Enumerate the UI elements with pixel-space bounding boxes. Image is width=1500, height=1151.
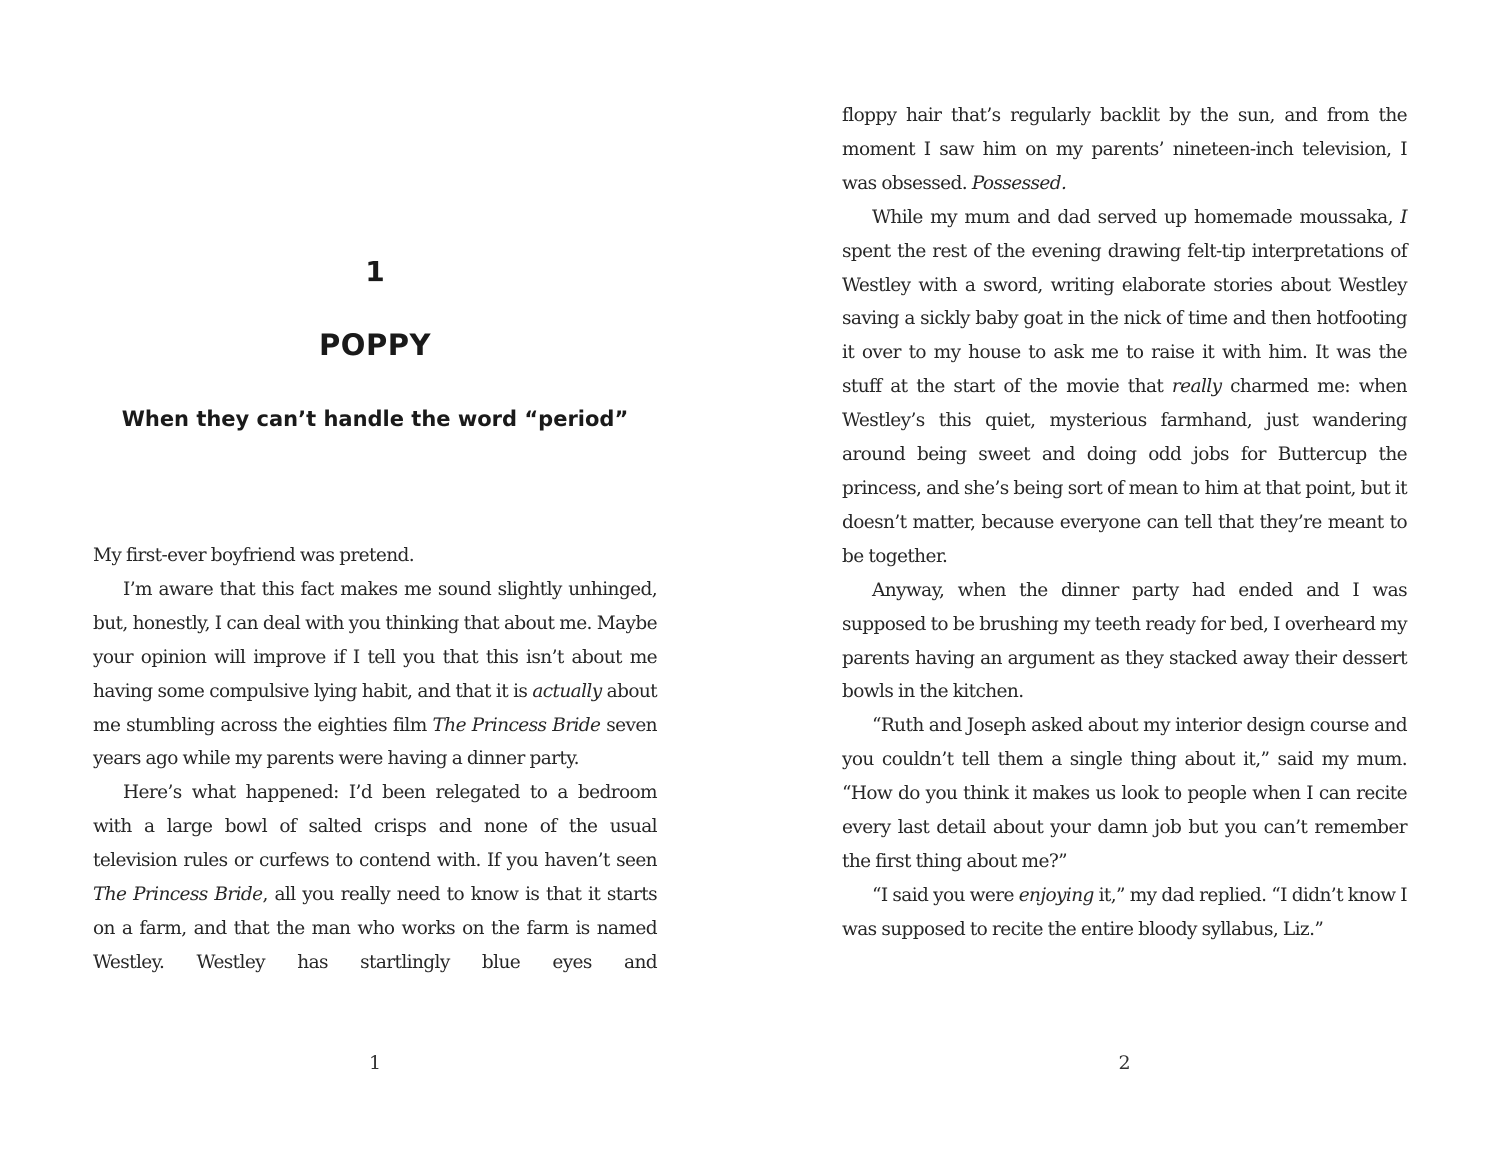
italic-text-run: really	[1171, 376, 1222, 398]
text-run: “Ruth and Joseph asked about my interior design course and you couldn’t tell them a single thing about it,” said my mum. “How do you think it makes us look to people when I can recite every last detail about your damn job but you can’t remember the first thing about me?”	[842, 715, 1407, 872]
text-run: While my mum and dad served up homemade moussaka,	[872, 206, 1401, 228]
text-run: floppy hair that’s regularly backlit by the sun, and from the moment I saw him on my parents’ nineteen-inch television, I was obsessed.	[842, 105, 1407, 194]
italic-text-run: I	[1400, 206, 1407, 228]
text-run: seven years ago while my parents were having a dinner party.	[93, 714, 657, 770]
text-run: spent the rest of the evening drawing felt-tip interpretations of Westley with a sword, writing elaborate stories about Westley saving a sickly baby goat in the nick of time and then hotfooting it over to my house to ask me to raise it with him. It was the stuff at the start of the movie that	[842, 240, 1407, 398]
paragraph	[842, 574, 1407, 710]
text-run: , all you really need to know is that it starts on a farm, and that the man who works on the farm is named Westley. Westley has startlingly blue eyes and	[93, 884, 657, 973]
paragraph	[842, 99, 1407, 201]
italic-text-run: The Princess Bride	[93, 884, 263, 906]
paragraph	[842, 709, 1407, 879]
text-run: charmed me: when Westley’s this quiet, mysterious farmhand, just wandering around being sweet and doing odd jobs for Buttercup the princess, and she’s being sort of mean to him at that point, but it doesn’t matter, because everyone can tell that they’re meant to be together.	[842, 376, 1407, 567]
chapter-name: POPPY	[319, 328, 431, 362]
right-page-body	[842, 99, 1407, 947]
paragraph	[93, 539, 657, 573]
italic-text-run: enjoying	[1018, 884, 1094, 906]
italic-text-run: Possessed.	[971, 172, 1067, 194]
text-run: about me stumbling across the eighties film	[93, 680, 658, 736]
paragraph	[842, 201, 1407, 574]
text-run: “I said you were	[872, 884, 1019, 906]
text-run: I’m aware that this fact makes me sound slightly unhinged, but, honestly, I can deal with you thinking that about me. Maybe your opinion will improve if I tell you that this isn’t about me having some compulsive lying habit, and that it is	[93, 578, 657, 702]
italic-text-run: The Princess Bride	[432, 714, 601, 736]
text-run: Anyway, when the dinner party had ended and I was supposed to be brushing my teeth ready for bed, I overheard my parents having an argument as they stacked away their dessert bowls in the kitchen.	[842, 579, 1407, 703]
chapter-subtitle: When they can’t handle the word “period”	[121, 407, 629, 431]
paragraph	[93, 776, 657, 979]
left-page	[93, 0, 657, 1151]
page-number: 2	[1118, 1052, 1131, 1074]
text-run: My first-ever boyfriend was pretend.	[93, 545, 415, 566]
left-page-body	[93, 539, 657, 980]
text-run: it,” my dad replied. “I didn’t know I was supposed to recite the entire bloody syllabus, Liz.”	[842, 884, 1407, 940]
text-run: Here’s what happened: I’d been relegated to a bedroom with a large bowl of salted crisps and none of the usual television rules or curfews to contend with. If you haven’t seen	[93, 782, 657, 872]
right-page	[842, 0, 1407, 1151]
paragraph	[93, 573, 657, 776]
chapter-number: 1	[365, 255, 385, 288]
page-number: 1	[368, 1052, 382, 1074]
paragraph	[842, 879, 1407, 947]
italic-text-run: actually	[532, 680, 602, 702]
